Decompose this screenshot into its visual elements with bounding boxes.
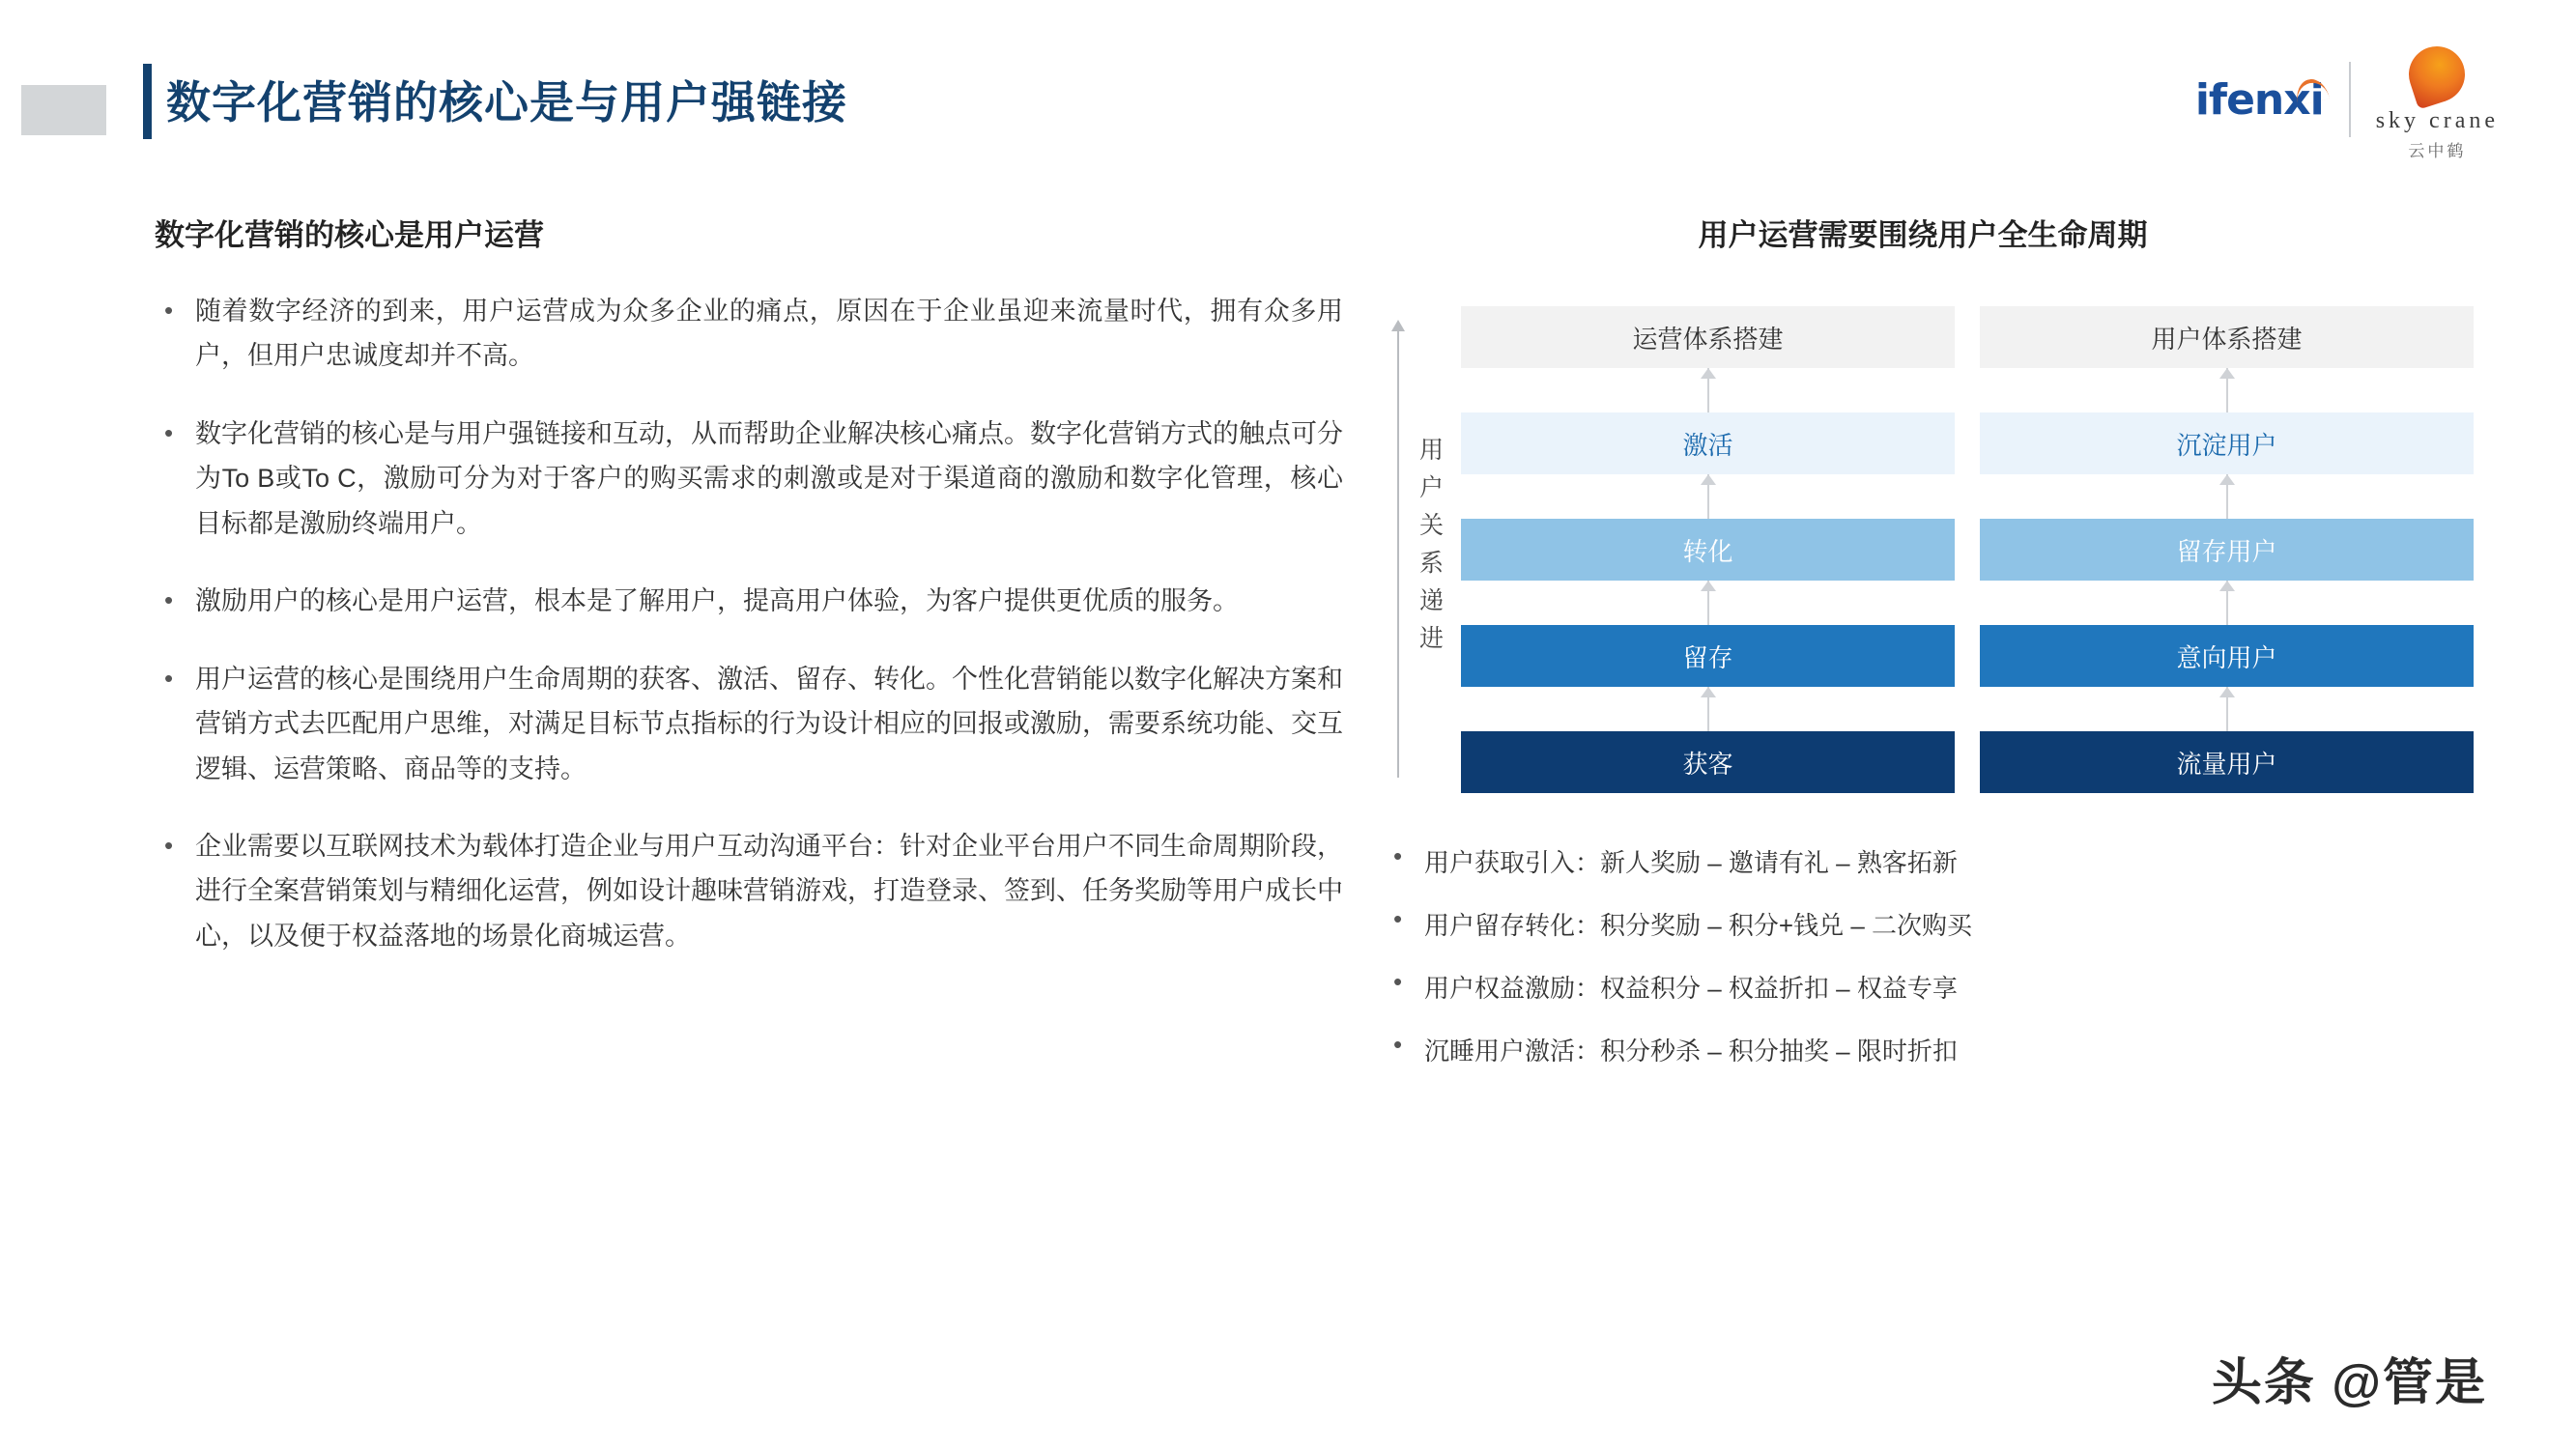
list-item: • 数字化营销的核心是与用户强链接和互动，从而帮助企业解决核心痛点。数字化营销方式的触点可分为To B或To C，激励可分为对于客户的购买需求的刺激或是对于渠道商的激励和数字化管理，核心目标都是激励终端用户。 (155, 412, 1343, 546)
funnel-column-operation (1461, 306, 1955, 793)
list-item: • 企业需要以互联网技术为载体打造企业与用户互动沟通平台：针对企业平台用户不同生命周期阶段，进行全案营销策划与精细化运营，例如设计趣味营销游戏，打造登录、签到、任务奖励等用户成长中心，以及便于权益落地的场景化商城运营。 (155, 824, 1343, 958)
list-item: • 用户权益激励：权益积分 – 权益折扣 – 权益专享 (1382, 969, 2474, 1005)
lifecycle-diagram (1372, 306, 2474, 793)
page-title: 数字化营销的核心是与用户强链接 (166, 77, 847, 128)
header-title-bar (143, 64, 152, 139)
left-bullet-list (155, 289, 1343, 958)
ifenxi-logo-text: ifenxi (2194, 74, 2324, 125)
left-column-heading: 数字化营销的核心是用户运营 (155, 218, 544, 252)
right-notes-list (1372, 843, 2474, 1067)
list-item: • 激励用户的核心是用户运营，根本是了解用户，提高用户体验，为客户提供更优质的服务。 (155, 579, 1343, 623)
stage-cell: 留存用户 (1980, 519, 2474, 581)
stage-connector-arrow-icon (1461, 687, 1955, 731)
skycrane-logo-cn: 云中鹤 (2408, 141, 2467, 160)
stage-cell: 转化 (1461, 519, 1955, 581)
flame-icon (2402, 39, 2473, 109)
stage-cell: 意向用户 (1980, 625, 2474, 687)
stage-connector-arrow-icon (1980, 581, 2474, 625)
progression-axis (1372, 306, 1461, 793)
list-item: • 用户运营的核心是围绕用户生命周期的获客、激活、留存、转化。个性化营销能以数字化解决方案和营销方式去匹配用户思维，对满足目标节点指标的行为设计相应的回报或激励，需要系统功能、交互逻辑、运营策略、商品等的支持。 (155, 657, 1343, 791)
logo-zone (2194, 46, 2499, 160)
logo-divider (2349, 62, 2351, 137)
stage-connector-arrow-icon (1980, 687, 2474, 731)
stage-cell: 留存 (1461, 625, 1955, 687)
stage-connector-arrow-icon (1980, 474, 2474, 519)
axis-arrow-icon (1397, 322, 1399, 778)
stage-cell: 获客 (1461, 731, 1955, 793)
stage-cell: 激活 (1461, 412, 1955, 474)
funnel-column-user (1980, 306, 2474, 793)
list-item: • 用户留存转化：积分奖励 – 积分+钱兑 – 二次购买 (1382, 906, 2474, 942)
list-item: • 用户获取引入：新人奖励 – 邀请有礼 – 熟客拓新 (1382, 843, 2474, 879)
list-item: • 随着数字经济的到来，用户运营成为众多企业的痛点，原因在于企业虽迎来流量时代，拥有众多用户，但用户忠诚度却并不高。 (155, 289, 1343, 379)
list-item: • 沉睡用户激活：积分秒杀 – 积分抽奖 – 限时折扣 (1382, 1032, 2474, 1067)
axis-label: 用户关系递进 (1416, 437, 1444, 663)
funnel-column-header: 用户体系搭建 (1980, 306, 2474, 368)
stage-connector-arrow-icon (1461, 474, 1955, 519)
right-column (1372, 211, 2474, 1094)
watermark: 头条 @管是 (2211, 1355, 2487, 1411)
skycrane-logo (2376, 39, 2499, 161)
stage-connector-arrow-icon (1461, 581, 1955, 625)
skycrane-logo-en: sky crane (2375, 107, 2499, 133)
ifenxi-logo (2195, 75, 2324, 125)
stage-cell: 流量用户 (1980, 731, 2474, 793)
stage-connector-arrow-icon (1980, 368, 2474, 412)
header-accent-block (21, 85, 106, 135)
funnel-column-header: 运营体系搭建 (1461, 306, 1955, 368)
funnel-columns (1461, 306, 2474, 793)
stage-cell: 沉淀用户 (1980, 412, 2474, 474)
slide-header (0, 0, 2576, 184)
left-column (155, 211, 1343, 991)
stage-connector-arrow-icon (1461, 368, 1955, 412)
right-column-heading: 用户运营需要围绕用户全生命周期 (1698, 218, 2148, 252)
